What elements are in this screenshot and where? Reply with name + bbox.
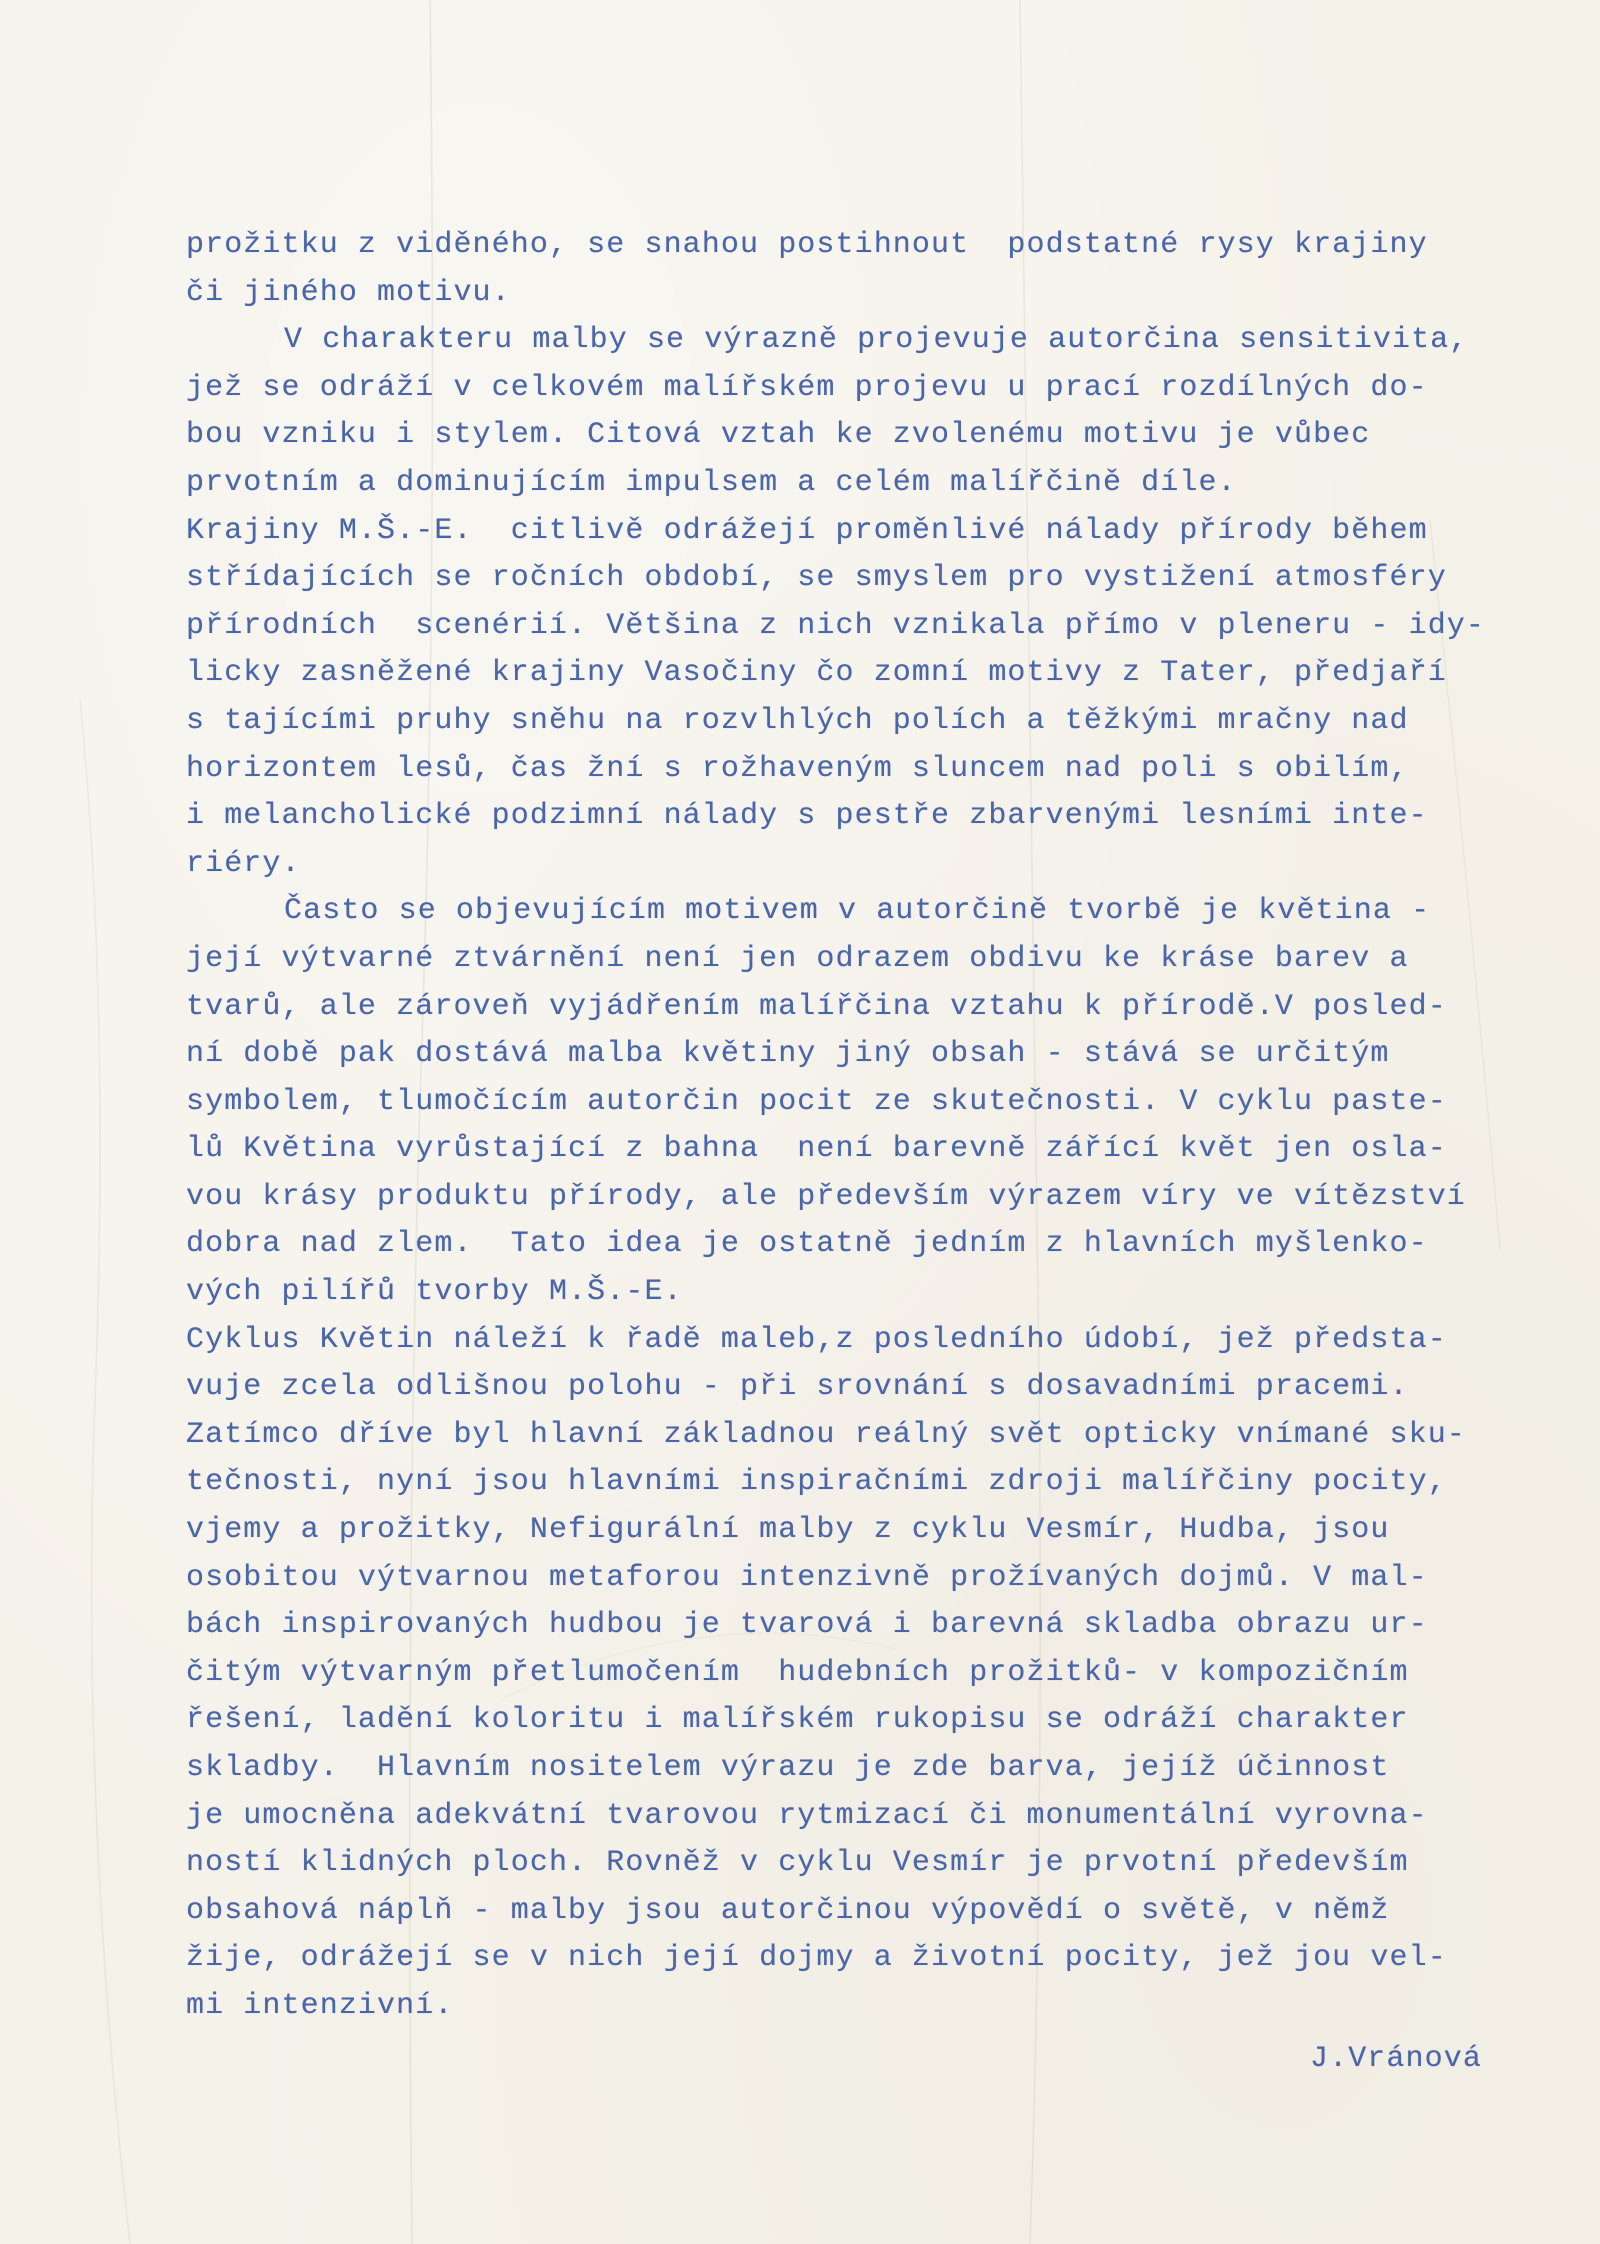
text-line-18: ní době pak dostává malba květiny jiný obsah - stává se určitým [186, 1037, 1390, 1072]
text-line-2: či jiného motivu. [186, 275, 511, 310]
text-line-32: řešení, ladění koloritu i malířském rukopisu se odráží charakter [186, 1703, 1409, 1738]
text-line-14: riéry. [186, 846, 301, 881]
text-line-7: Krajiny M.Š.-E. citlivě odrážejí proměnlivé nálady přírody během [186, 513, 1428, 548]
text-line-33: skladby. Hlavním nositelem výrazu je zde barva, jejíž účinnost [186, 1751, 1390, 1785]
text-line-9: přírodních scenérií. Většina z nich vznikala přímo v pleneru - idy- [186, 608, 1485, 643]
text-line-25: vuje zcela odlišnou polohu - při srovnání s dosavadními pracemi. [186, 1370, 1409, 1405]
text-line-13: i melancholické podzimní nálady s pestře zbarvenými lesními inte- [186, 799, 1428, 834]
text-line-3: V charakteru malby se výrazně projevuje autorčina sensitivita, [284, 323, 1469, 358]
text-line-24: Cyklus Květin náleží k řadě maleb,z posledního údobí, jež předsta- [186, 1322, 1447, 1357]
text-line-11: s tajícími pruhy sněhu na rozvlhlých polích a těžkými mračny nad [186, 703, 1409, 738]
text-line-23: vých pilířů tvorby M.Š.-E. [186, 1275, 683, 1310]
text-line-37: žije, odrážejí se v nich její dojmy a životní pocity, jež jou vel- [186, 1941, 1447, 1976]
text-line-12: horizontem lesů, čas žní s rožhaveným sluncem nad poli s obilím, [186, 751, 1409, 786]
typewritten-text-body [186, 222, 1526, 2031]
text-line-17: tvarů, ale zároveň vyjádřením malířčina vztahu k přírodě.V posled- [186, 989, 1447, 1024]
text-line-16: její výtvarné ztvárnění není jen odrazem obdivu ke kráse barev a [186, 941, 1409, 976]
text-line-5: bou vzniku i stylem. Citová vztah ke zvolenému motivu je vůbec [186, 418, 1371, 453]
text-line-4: jež se odráží v celkovém malířském projevu u prací rozdílných do- [186, 370, 1428, 405]
text-line-35: ností klidných ploch. Rovněž v cyklu Vesmír je prvotní především [186, 1846, 1409, 1881]
text-line-20: lů Květina vyrůstající z bahna není barevně zářící květ jen osla- [186, 1132, 1447, 1167]
text-line-15: Často se objevujícím motivem v autorčině tvorbě je květina - [284, 894, 1431, 929]
text-line-1: prožitku z viděného, se snahou postihnout podstatné rysy krajiny [186, 228, 1428, 262]
text-line-31: čitým výtvarným přetlumočením hudebních prožitků- v kompozičním [186, 1655, 1409, 1690]
text-line-21: vou krásy produktu přírody, ale především výrazem víry ve vítězství [186, 1179, 1466, 1214]
text-line-8: střídajících se ročních období, se smyslem pro vystižení atmosféry [186, 561, 1447, 596]
text-line-27: tečnosti, nyní jsou hlavními inspiračními zdroji malířčiny pocity, [186, 1465, 1447, 1500]
text-line-26: Zatímco dříve byl hlavní základnou reálný svět opticky vnímané sku- [186, 1417, 1466, 1452]
text-line-10: licky zasněžené krajiny Vasočiny čo zomní motivy z Tater, předjaří [186, 656, 1447, 691]
text-line-38: mi intenzivní. [186, 1988, 454, 2023]
text-line-36: obsahová náplň - malby jsou autorčinou výpovědí o světě, v němž [186, 1893, 1390, 1928]
text-line-34: je umocněna adekvátní tvarovou rytmizací či monumentální vyrovna- [186, 1798, 1428, 1833]
text-line-6: prvotním a dominujícím impulsem a celém malířčině díle. [186, 465, 1237, 500]
text-line-29: osobitou výtvarnou metaforou intenzivně prožívaných dojmů. V mal- [186, 1560, 1428, 1595]
text-line-28: vjemy a prožitky, Nefigurální malby z cyklu Vesmír, Hudba, jsou [186, 1513, 1390, 1548]
text-line-19: symbolem, tlumočícím autorčin pocit ze skutečnosti. V cyklu paste- [186, 1084, 1447, 1119]
text-line-30: bách inspirovaných hudbou je tvarová i barevná skladba obrazu ur- [186, 1608, 1428, 1643]
text-line-22: dobra nad zlem. Tato idea je ostatně jedním z hlavních myšlenko- [186, 1227, 1428, 1262]
author-signature: J.Vránová [1310, 2042, 1482, 2076]
